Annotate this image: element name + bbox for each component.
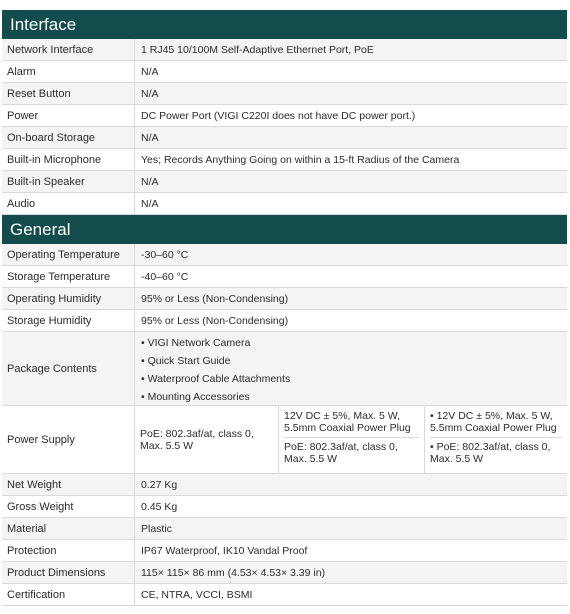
row-value: 0.27 Kg	[135, 474, 567, 495]
table-row	[2, 149, 567, 171]
row-value: DC Power Port (VIGI C220I does not have DC power port.)	[135, 105, 567, 126]
row-value: N/A	[135, 193, 567, 214]
row-value: -40–60 °C	[135, 266, 567, 287]
row-value: N/A	[135, 83, 567, 104]
interface-table	[2, 39, 567, 215]
power-variant-1: PoE: 802.3af/at, class 0, Max. 5.5 W	[135, 406, 279, 473]
table-row-power-supply	[2, 406, 567, 474]
row-label: Net Weight	[2, 474, 135, 495]
row-value: 95% or Less (Non-Condensing)	[135, 310, 567, 331]
row-value: Yes; Records Anything Going on within a 15-ft Radius of the Camera	[135, 149, 567, 170]
row-value: IP67 Waterproof, IK10 Vandal Proof	[135, 540, 567, 561]
table-row	[2, 193, 567, 215]
row-label: Network Interface	[2, 39, 135, 60]
power-supply-variants	[135, 406, 567, 473]
row-label: Audio	[2, 193, 135, 214]
row-label: Built-in Speaker	[2, 171, 135, 192]
row-label: Operating Humidity	[2, 288, 135, 309]
power-variant-3	[425, 406, 567, 473]
package-contents-list	[135, 332, 567, 405]
table-row	[2, 83, 567, 105]
table-row	[2, 288, 567, 310]
table-row	[2, 310, 567, 332]
row-value: 0.45 Kg	[135, 496, 567, 517]
section-header-interface: Interface	[2, 10, 567, 39]
row-label: Reset Button	[2, 83, 135, 104]
spec-sheet	[2, 10, 567, 606]
power-variant-2	[279, 406, 425, 473]
row-value: CE, NTRA, VCCI, BSMI	[135, 584, 567, 605]
table-row	[2, 171, 567, 193]
table-row	[2, 105, 567, 127]
row-label: Alarm	[2, 61, 135, 82]
power-option: PoE: 802.3af/at, class 0, Max. 5.5 W	[284, 437, 419, 468]
row-label: Operating Temperature	[2, 244, 135, 265]
table-row	[2, 562, 567, 584]
power-option: 12V DC ± 5%, Max. 5 W, 5.5mm Coaxial Power Plug	[284, 410, 411, 434]
row-value: N/A	[135, 61, 567, 82]
row-label: Power	[2, 105, 135, 126]
row-value: 1 RJ45 10/100M Self-Adaptive Ethernet Port, PoE	[135, 39, 567, 60]
general-table	[2, 244, 567, 606]
row-label: Protection	[2, 540, 135, 561]
table-row	[2, 474, 567, 496]
list-item: • Mounting Accessories	[141, 390, 250, 403]
table-row	[2, 496, 567, 518]
row-label: Power Supply	[2, 406, 135, 473]
section-header-general: General	[2, 215, 567, 244]
power-option: • 12V DC ± 5%, Max. 5 W, 5.5mm Coaxial Power Plug	[430, 410, 557, 434]
table-row	[2, 39, 567, 61]
table-row	[2, 127, 567, 149]
row-label: Product Dimensions	[2, 562, 135, 583]
row-value: N/A	[135, 171, 567, 192]
table-row	[2, 584, 567, 606]
table-row	[2, 518, 567, 540]
row-label: Package Contents	[2, 332, 135, 405]
list-item: • Waterproof Cable Attachments	[141, 372, 291, 385]
power-option: • PoE: 802.3af/at, class 0, Max. 5.5 W	[430, 437, 562, 468]
row-label: Material	[2, 518, 135, 539]
row-value: -30–60 °C	[135, 244, 567, 265]
table-row	[2, 540, 567, 562]
table-row	[2, 266, 567, 288]
list-item: • Quick Start Guide	[141, 354, 231, 367]
table-row	[2, 244, 567, 266]
row-label: Gross Weight	[2, 496, 135, 517]
row-label: On-board Storage	[2, 127, 135, 148]
row-label: Storage Temperature	[2, 266, 135, 287]
table-row-package-contents	[2, 332, 567, 406]
row-value: 115× 115× 86 mm (4.53× 4.53× 3.39 in)	[135, 562, 567, 583]
row-label: Storage Humidity	[2, 310, 135, 331]
row-label: Certification	[2, 584, 135, 605]
table-row	[2, 61, 567, 83]
row-value: Plastic	[135, 518, 567, 539]
row-value: N/A	[135, 127, 567, 148]
row-value: 95% or Less (Non-Condensing)	[135, 288, 567, 309]
row-label: Built-in Microphone	[2, 149, 135, 170]
list-item: • VIGI Network Camera	[141, 336, 251, 349]
